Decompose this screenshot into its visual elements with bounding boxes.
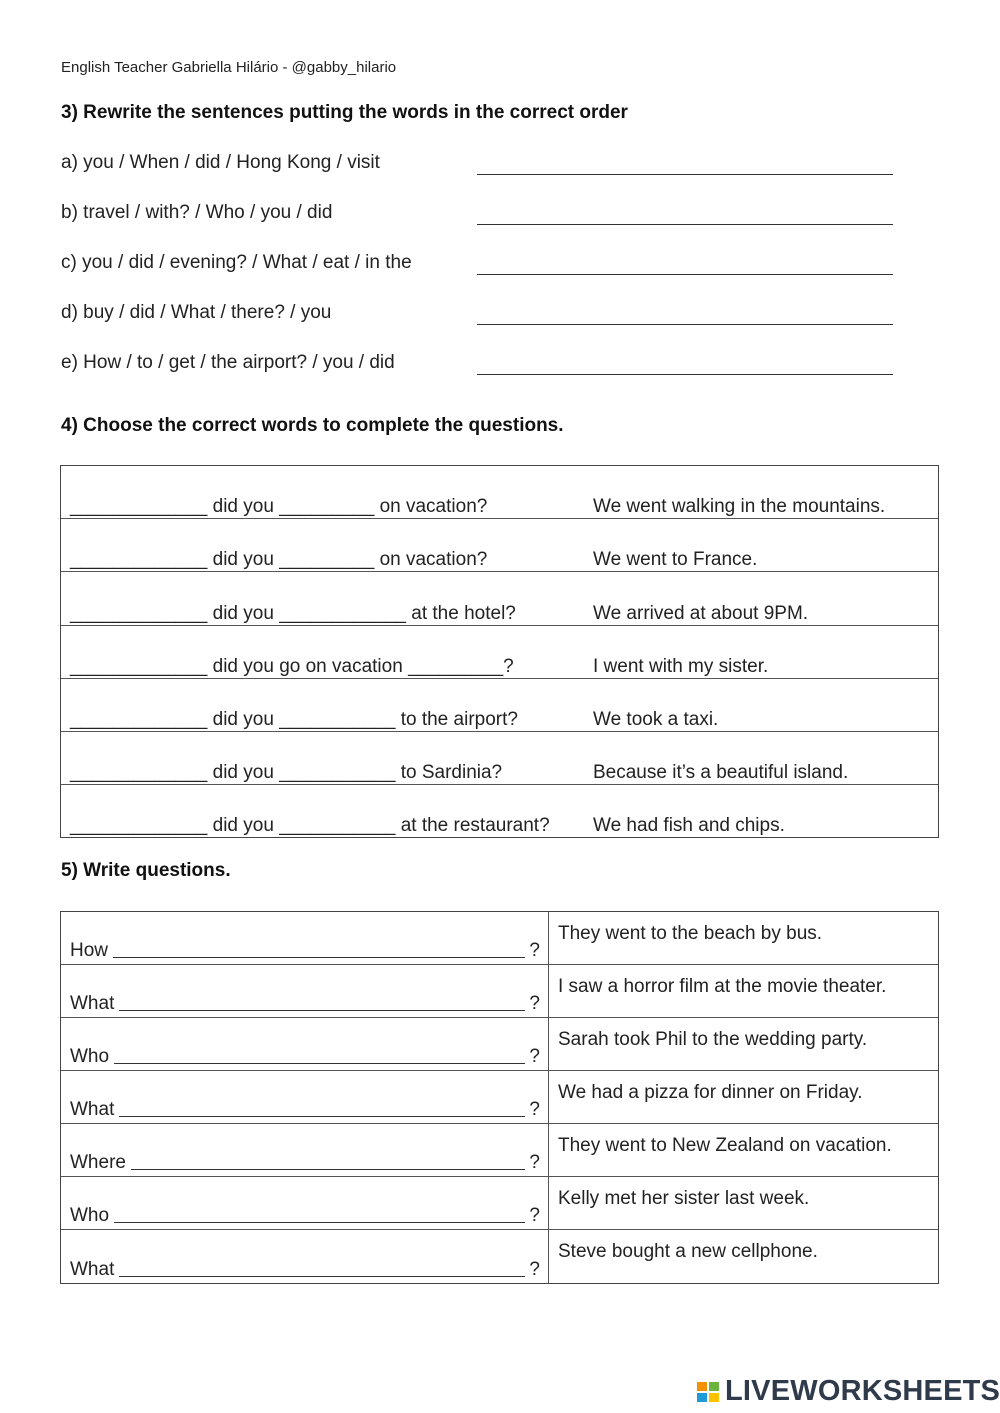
section-3-title: 3) Rewrite the sentences putting the words in the correct order xyxy=(61,102,628,123)
answer-cell: I went with my sister. xyxy=(593,656,769,677)
reorder-prompt: a) you / When / did / Hong Kong / visit xyxy=(61,152,380,173)
answer-line[interactable] xyxy=(114,1222,525,1223)
answer-line[interactable] xyxy=(477,174,893,175)
answer-cell: We arrived at about 9PM. xyxy=(593,603,809,624)
question-word: What xyxy=(70,1259,115,1280)
answer-cell: They went to New Zealand on vacation. xyxy=(558,1135,892,1156)
liveworksheets-icon xyxy=(697,1377,721,1407)
table-row xyxy=(61,519,938,572)
choose-words-table xyxy=(60,465,939,838)
table-row xyxy=(61,1124,938,1177)
answer-cell: Steve bought a new cellphone. xyxy=(558,1241,818,1262)
answer-cell: We had a pizza for dinner on Friday. xyxy=(558,1082,863,1103)
liveworksheets-logo xyxy=(697,1375,1000,1408)
table-row xyxy=(61,912,938,965)
table-row xyxy=(61,679,938,732)
reorder-prompt: b) travel / with? / Who / you / did xyxy=(61,202,333,223)
question-cell xyxy=(70,940,540,962)
answer-cell: Because it’s a beautiful island. xyxy=(593,762,849,783)
question-mark: ? xyxy=(529,940,540,961)
table-row xyxy=(61,965,938,1018)
answer-line[interactable] xyxy=(119,1010,525,1011)
column-divider xyxy=(548,912,549,1283)
question-mark: ? xyxy=(529,1099,540,1120)
table-row xyxy=(61,626,938,679)
reorder-item xyxy=(61,252,893,282)
section-5-title: 5) Write questions. xyxy=(61,860,231,881)
question-cell[interactable]: _____________ did you ___________ to Sardinia? xyxy=(70,762,503,783)
table-row xyxy=(61,732,938,785)
question-word: What xyxy=(70,1099,115,1120)
question-cell[interactable]: _____________ did you ____________ at the hotel? xyxy=(70,603,516,624)
table-row xyxy=(61,572,938,626)
reorder-prompt: e) How / to / get / the airport? / you / did xyxy=(61,352,395,373)
question-cell[interactable]: _____________ did you _________ on vacation? xyxy=(70,496,488,517)
question-cell[interactable]: _____________ did you _________ on vacation? xyxy=(70,549,488,570)
question-cell[interactable]: _____________ did you ___________ to the airport? xyxy=(70,709,518,730)
answer-cell: We had fish and chips. xyxy=(593,815,785,836)
reorder-item xyxy=(61,352,893,382)
table-row xyxy=(61,1230,938,1283)
question-mark: ? xyxy=(529,1205,540,1226)
reorder-prompt: d) buy / did / What / there? / you xyxy=(61,302,332,323)
answer-cell: Sarah took Phil to the wedding party. xyxy=(558,1029,868,1050)
answer-cell: We took a taxi. xyxy=(593,709,719,730)
answer-line[interactable] xyxy=(114,1063,525,1064)
question-mark: ? xyxy=(529,1046,540,1067)
table-row xyxy=(61,1018,938,1071)
answer-line[interactable] xyxy=(113,957,525,958)
question-mark: ? xyxy=(529,1152,540,1173)
reorder-item xyxy=(61,202,893,232)
header-credit: English Teacher Gabriella Hilário - @gabby_hilario xyxy=(61,59,397,76)
answer-line[interactable] xyxy=(477,274,893,275)
question-mark: ? xyxy=(529,1259,540,1280)
question-cell xyxy=(70,993,540,1015)
reorder-prompt: c) you / did / evening? / What / eat / in the xyxy=(61,252,412,273)
table-row xyxy=(61,1071,938,1124)
question-mark: ? xyxy=(529,993,540,1014)
question-cell[interactable]: _____________ did you ___________ at the restaurant? xyxy=(70,815,550,836)
question-cell[interactable]: _____________ did you go on vacation _________? xyxy=(70,656,514,677)
answer-line[interactable] xyxy=(477,324,893,325)
question-word: Who xyxy=(70,1046,110,1067)
table-row xyxy=(61,785,938,837)
question-cell xyxy=(70,1259,540,1281)
answer-line[interactable] xyxy=(131,1169,525,1170)
answer-line[interactable] xyxy=(119,1116,525,1117)
question-cell xyxy=(70,1205,540,1227)
answer-cell: I saw a horror film at the movie theater. xyxy=(558,976,887,997)
question-word: Where xyxy=(70,1152,126,1173)
question-cell xyxy=(70,1152,540,1174)
answer-line[interactable] xyxy=(477,224,893,225)
answer-cell: We went to France. xyxy=(593,549,758,570)
reorder-item xyxy=(61,152,893,182)
question-word: What xyxy=(70,993,115,1014)
answer-cell: We went walking in the mountains. xyxy=(593,496,886,517)
answer-line[interactable] xyxy=(119,1276,525,1277)
answer-cell: They went to the beach by bus. xyxy=(558,923,823,944)
question-word: How xyxy=(70,940,109,961)
table-row xyxy=(61,466,938,519)
logo-text: LIVEWORKSHEETS xyxy=(725,1375,1000,1407)
answer-line[interactable] xyxy=(477,374,893,375)
question-cell xyxy=(70,1099,540,1121)
question-cell xyxy=(70,1046,540,1068)
question-word: Who xyxy=(70,1205,110,1226)
section-4-title: 4) Choose the correct words to complete the questions. xyxy=(61,415,564,436)
reorder-item xyxy=(61,302,893,332)
answer-cell: Kelly met her sister last week. xyxy=(558,1188,810,1209)
table-row xyxy=(61,1177,938,1230)
write-questions-table xyxy=(60,911,939,1284)
